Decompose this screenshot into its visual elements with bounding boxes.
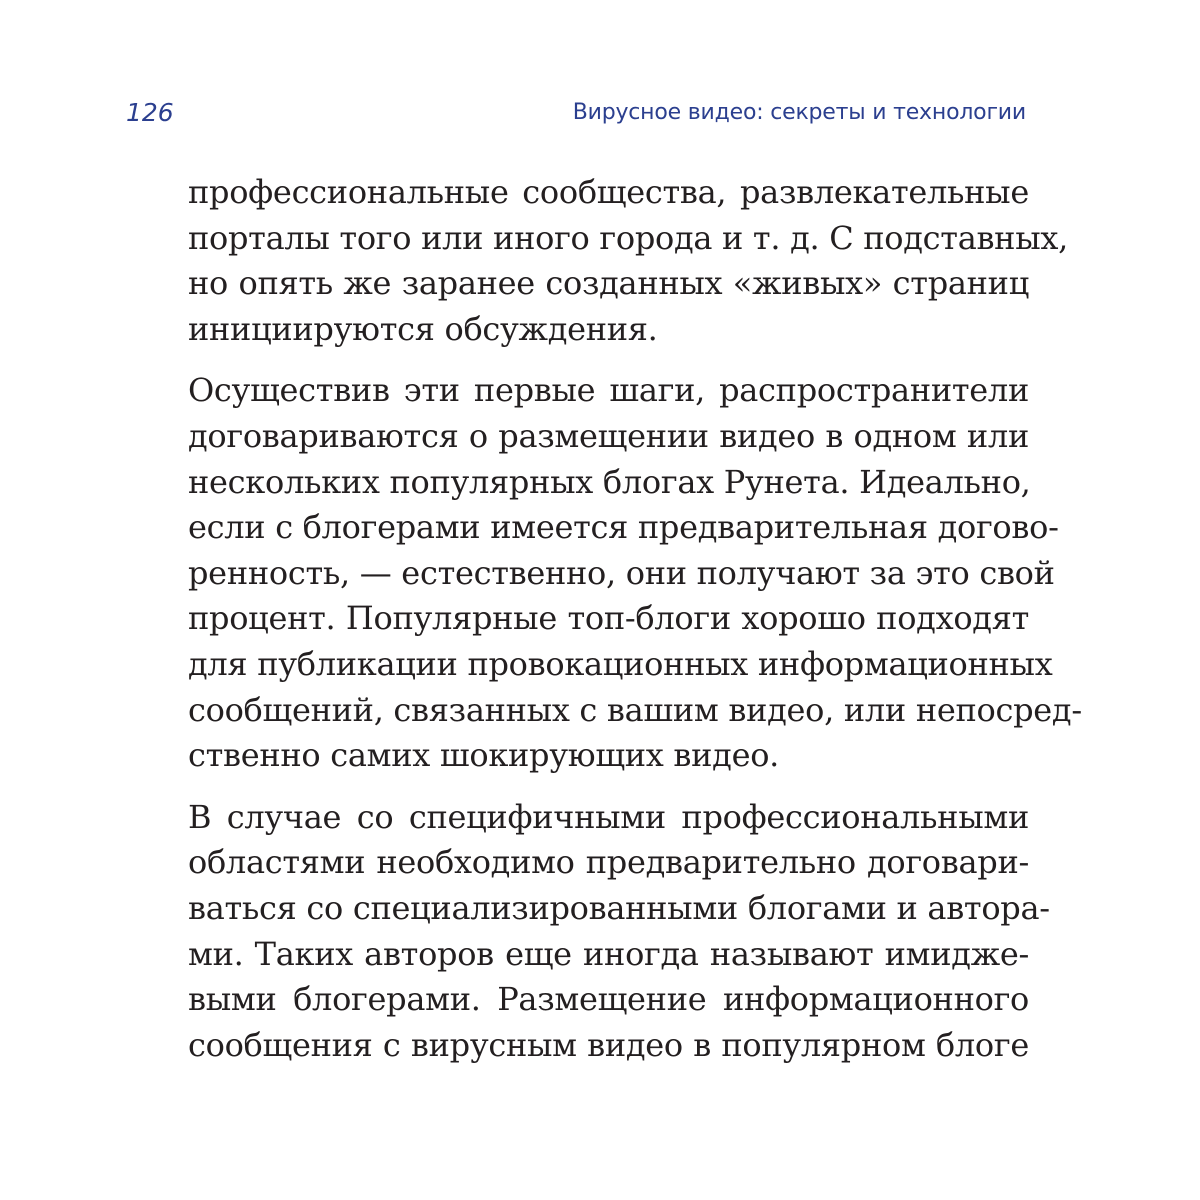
page-number: 126	[126, 98, 174, 127]
text-line: ваться со специализированными блогами и автора-	[188, 888, 1050, 927]
text-line: договариваются о размещении видео в одном или	[188, 416, 1029, 455]
text-line: инициируются обсуждения.	[188, 309, 658, 348]
text-line: ми. Таких авторов еще иногда называют имидже-	[188, 934, 1029, 973]
text-line: процент. Популярные топ-блоги хорошо подходят	[188, 599, 1029, 638]
paragraph-3	[188, 795, 1050, 1069]
text-line: В случае со специфичными профессиональными	[188, 797, 1029, 836]
text-line: порталы того или иного города и т. д. С подставных,	[188, 218, 1068, 257]
body-text	[188, 170, 1082, 1068]
text-line: сообщений, связанных с вашим видео, или непосред-	[188, 690, 1082, 729]
text-line: профессиональные сообщества, развлекательные	[188, 173, 1029, 211]
paragraph-1	[188, 170, 1068, 352]
text-line: Осуществив эти первые шаги, распространители	[188, 371, 1029, 410]
paragraph-2	[188, 368, 1082, 778]
text-line: если с блогерами имеется предварительная догово-	[188, 508, 1059, 547]
text-line: выми блогерами. Размещение информационного	[188, 980, 1029, 1019]
text-line: ственно самих шокирующих видео.	[188, 736, 780, 775]
text-line: сообщения с вирусным видео в популярном блоге	[188, 1025, 1029, 1064]
text-line: областями необходимо предварительно договари-	[188, 843, 1029, 882]
book-title: Вирусное видео: секреты и технологии	[572, 100, 1026, 125]
text-line: ренность, — естественно, они получают за это свой	[188, 553, 1055, 592]
text-line: но опять же заранее созданных «живых» страниц	[188, 264, 1029, 303]
text-line: нескольких популярных блогах Рунета. Идеально,	[188, 462, 1031, 501]
text-line: для публикации провокационных информационных	[188, 644, 1053, 683]
running-head	[126, 95, 1026, 131]
